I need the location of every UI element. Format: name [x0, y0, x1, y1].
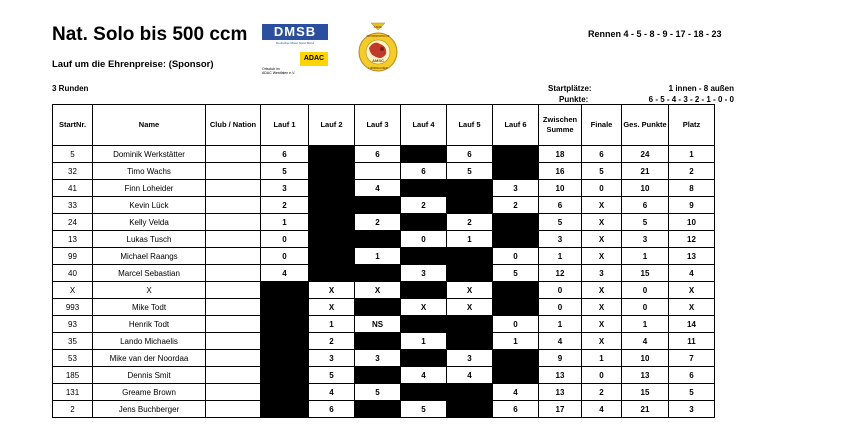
lauf-cell — [355, 163, 401, 180]
zwischen-summe-cell: 12 — [539, 265, 582, 282]
column-header: Lauf 5 — [447, 105, 493, 146]
lauf-cell-blocked — [447, 333, 493, 350]
zwischen-summe-cell: 4 — [539, 333, 582, 350]
lauf-cell-blocked — [355, 231, 401, 248]
column-header: Club / Nation — [206, 105, 261, 146]
club-cell — [206, 214, 261, 231]
finale-cell: X — [582, 333, 622, 350]
platz-cell: 12 — [669, 231, 715, 248]
start-number-cell: 99 — [53, 248, 93, 265]
lauf-cell-blocked — [447, 316, 493, 333]
lauf-cell: 6 — [355, 146, 401, 163]
table-row — [53, 231, 715, 248]
zwischen-summe-cell: 10 — [539, 180, 582, 197]
rider-name-cell: Greame Brown — [93, 384, 206, 401]
rider-name-cell: Dennis Smit — [93, 367, 206, 384]
start-number-cell: 33 — [53, 197, 93, 214]
zwischen-summe-cell: 1 — [539, 316, 582, 333]
finale-cell: 2 — [582, 384, 622, 401]
lauf-cell: X — [355, 282, 401, 299]
rider-name-cell: Mike van der Noordaa — [93, 350, 206, 367]
zwischen-summe-cell: 6 — [539, 197, 582, 214]
start-number-cell: 131 — [53, 384, 93, 401]
start-number-cell: 993 — [53, 299, 93, 316]
rider-name-cell: Michael Raangs — [93, 248, 206, 265]
platz-cell: 3 — [669, 401, 715, 418]
lauf-cell-blocked — [493, 214, 539, 231]
start-number-cell: X — [53, 282, 93, 299]
column-header: Platz — [669, 105, 715, 146]
club-cell — [206, 146, 261, 163]
lauf-cell-blocked — [401, 248, 447, 265]
lauf-cell-blocked — [355, 333, 401, 350]
table-row — [53, 316, 715, 333]
platz-cell: 5 — [669, 384, 715, 401]
zwischen-summe-cell: 17 — [539, 401, 582, 418]
lauf-cell: 5 — [447, 163, 493, 180]
finale-cell: 0 — [582, 180, 622, 197]
finale-cell: X — [582, 248, 622, 265]
lauf-cell-blocked — [309, 214, 355, 231]
lauf-cell-blocked — [355, 401, 401, 418]
org-text — [262, 67, 302, 75]
lauf-cell: NS — [355, 316, 401, 333]
column-header: Lauf 4 — [401, 105, 447, 146]
lauf-cell: 4 — [309, 384, 355, 401]
lauf-cell: 1 — [493, 333, 539, 350]
rider-name-cell: Kelly Velda — [93, 214, 206, 231]
club-cell — [206, 197, 261, 214]
results-body — [53, 146, 715, 418]
lauf-cell-blocked — [401, 180, 447, 197]
lauf-cell-blocked — [447, 197, 493, 214]
start-number-cell: 32 — [53, 163, 93, 180]
lauf-cell-blocked — [493, 282, 539, 299]
club-cell — [206, 299, 261, 316]
finale-cell: 0 — [582, 367, 622, 384]
zwischen-summe-cell: 18 — [539, 146, 582, 163]
page-subtitle: Lauf um die Ehrenpreise: (Sponsor) — [52, 59, 214, 70]
column-header: Zwischen Summe — [539, 105, 582, 146]
platz-cell: 8 — [669, 180, 715, 197]
lauf-cell: X — [447, 282, 493, 299]
rider-name-cell: Dominik Werkstätter — [93, 146, 206, 163]
column-header: Lauf 6 — [493, 105, 539, 146]
adac-logo: ADAC — [300, 52, 328, 66]
lauf-cell-blocked — [493, 231, 539, 248]
lauf-cell: 4 — [355, 180, 401, 197]
ges-punkte-cell: 1 — [622, 316, 669, 333]
start-number-cell: 41 — [53, 180, 93, 197]
table-row — [53, 282, 715, 299]
ges-punkte-cell: 15 — [622, 384, 669, 401]
club-cell — [206, 401, 261, 418]
ges-punkte-cell: 21 — [622, 401, 669, 418]
lauf-cell: 1 — [355, 248, 401, 265]
results-table — [52, 104, 715, 418]
lauf-cell-blocked — [355, 197, 401, 214]
org-text-line2: ADAC Westfalen e.V. — [262, 71, 296, 75]
start-number-cell: 5 — [53, 146, 93, 163]
lauf-cell-blocked — [309, 231, 355, 248]
table-row — [53, 197, 715, 214]
lauf-cell-blocked — [261, 401, 309, 418]
lauf-cell-blocked — [261, 333, 309, 350]
lauf-cell: 3 — [493, 180, 539, 197]
ges-punkte-cell: 1 — [622, 248, 669, 265]
table-row — [53, 401, 715, 418]
lauf-cell: 4 — [261, 265, 309, 282]
platz-cell: 10 — [669, 214, 715, 231]
zwischen-summe-cell: 3 — [539, 231, 582, 248]
start-number-cell: 93 — [53, 316, 93, 333]
finale-cell: 6 — [582, 146, 622, 163]
lauf-cell-blocked — [261, 384, 309, 401]
lauf-cell-blocked — [447, 265, 493, 282]
amsc-logo-top: ADAC — [373, 25, 383, 29]
platz-cell: 6 — [669, 367, 715, 384]
lauf-cell: 1 — [309, 316, 355, 333]
lauf-cell-blocked — [309, 197, 355, 214]
ges-punkte-cell: 13 — [622, 367, 669, 384]
punkte-value: 6 - 5 - 4 - 3 - 2 - 1 - 0 - 0 — [648, 95, 734, 104]
rider-name-cell: Lukas Tusch — [93, 231, 206, 248]
lauf-cell-blocked — [447, 384, 493, 401]
lauf-cell-blocked — [309, 180, 355, 197]
lauf-cell: 0 — [493, 316, 539, 333]
lauf-cell-blocked — [447, 401, 493, 418]
table-row — [53, 214, 715, 231]
start-number-cell: 2 — [53, 401, 93, 418]
lauf-cell: 0 — [261, 231, 309, 248]
rider-name-cell: Marcel Sebastian — [93, 265, 206, 282]
lauf-cell: 6 — [401, 163, 447, 180]
lauf-cell: 1 — [447, 231, 493, 248]
ges-punkte-cell: 0 — [622, 299, 669, 316]
ges-punkte-cell: 5 — [622, 214, 669, 231]
lauf-cell-blocked — [401, 350, 447, 367]
club-cell — [206, 265, 261, 282]
lauf-cell: 5 — [309, 367, 355, 384]
lauf-cell-blocked — [493, 367, 539, 384]
header-row — [53, 105, 715, 146]
ges-punkte-cell: 10 — [622, 180, 669, 197]
lauf-cell-blocked — [355, 299, 401, 316]
lauf-cell-blocked — [401, 316, 447, 333]
lauf-cell: 2 — [309, 333, 355, 350]
lauf-cell-blocked — [447, 180, 493, 197]
zwischen-summe-cell: 9 — [539, 350, 582, 367]
ges-punkte-cell: 4 — [622, 333, 669, 350]
table-row — [53, 265, 715, 282]
platz-cell: X — [669, 282, 715, 299]
lauf-cell: 5 — [493, 265, 539, 282]
lauf-cell: X — [309, 282, 355, 299]
table-row — [53, 384, 715, 401]
column-header: Ges. Punkte — [622, 105, 669, 146]
lauf-cell-blocked — [401, 214, 447, 231]
start-number-cell: 40 — [53, 265, 93, 282]
start-number-cell: 13 — [53, 231, 93, 248]
lauf-cell: 4 — [493, 384, 539, 401]
org-text-line1: Ortsclub im — [262, 67, 280, 71]
rider-name-cell: Mike Todt — [93, 299, 206, 316]
table-row — [53, 333, 715, 350]
club-cell — [206, 180, 261, 197]
club-cell — [206, 163, 261, 180]
club-cell — [206, 384, 261, 401]
lauf-cell: 1 — [261, 214, 309, 231]
lauf-cell-blocked — [261, 367, 309, 384]
lauf-cell: 4 — [447, 367, 493, 384]
lauf-cell-blocked — [493, 163, 539, 180]
punkte-label: Punkte: — [559, 95, 589, 104]
platz-cell: 1 — [669, 146, 715, 163]
club-cell — [206, 350, 261, 367]
amsc-logo-mid: AMSC — [372, 58, 384, 63]
rider-name-cell: Henrik Todt — [93, 316, 206, 333]
column-header: StartNr. — [53, 105, 93, 146]
lauf-cell-blocked — [261, 282, 309, 299]
lauf-cell: 2 — [493, 197, 539, 214]
lauf-cell: 3 — [447, 350, 493, 367]
club-cell — [206, 367, 261, 384]
ges-punkte-cell: 0 — [622, 282, 669, 299]
lauf-cell-blocked — [401, 384, 447, 401]
column-header: Finale — [582, 105, 622, 146]
lauf-cell: 3 — [261, 180, 309, 197]
lauf-cell: 5 — [355, 384, 401, 401]
platz-cell: 13 — [669, 248, 715, 265]
rider-name-cell: Kevin Lück — [93, 197, 206, 214]
platz-cell: 9 — [669, 197, 715, 214]
zwischen-summe-cell: 13 — [539, 367, 582, 384]
lauf-cell: X — [309, 299, 355, 316]
amsc-logo-bottom: LÜDINGHAUSEN — [368, 67, 388, 70]
platz-cell: 7 — [669, 350, 715, 367]
table-row — [53, 367, 715, 384]
table-row — [53, 146, 715, 163]
lauf-cell: 3 — [401, 265, 447, 282]
club-cell — [206, 316, 261, 333]
startplaetze-label: Startplätze: — [548, 84, 592, 93]
lauf-cell: 6 — [309, 401, 355, 418]
finale-cell: 3 — [582, 265, 622, 282]
lauf-cell-blocked — [309, 146, 355, 163]
club-cell — [206, 282, 261, 299]
finale-cell: X — [582, 231, 622, 248]
lauf-cell-blocked — [309, 248, 355, 265]
lauf-cell-blocked — [261, 316, 309, 333]
lauf-cell: 2 — [355, 214, 401, 231]
lauf-cell: 4 — [401, 367, 447, 384]
zwischen-summe-cell: 13 — [539, 384, 582, 401]
lauf-cell-blocked — [355, 367, 401, 384]
zwischen-summe-cell: 5 — [539, 214, 582, 231]
lauf-cell-blocked — [309, 163, 355, 180]
column-header: Lauf 1 — [261, 105, 309, 146]
table-row — [53, 163, 715, 180]
lauf-cell-blocked — [261, 350, 309, 367]
dmsb-logo-subtext: Deutscher Motor Sport Bund — [275, 41, 315, 45]
lauf-cell: 0 — [493, 248, 539, 265]
ges-punkte-cell: 24 — [622, 146, 669, 163]
platz-cell: 14 — [669, 316, 715, 333]
amsc-logo-ring: MOTORSPORTCLUB — [366, 36, 390, 38]
page-title: Nat. Solo bis 500 ccm — [52, 24, 248, 45]
column-header: Lauf 2 — [309, 105, 355, 146]
lauf-cell: 2 — [261, 197, 309, 214]
column-header: Name — [93, 105, 206, 146]
finale-cell: X — [582, 282, 622, 299]
lauf-cell: 6 — [447, 146, 493, 163]
lauf-cell-blocked — [261, 299, 309, 316]
ges-punkte-cell: 6 — [622, 197, 669, 214]
lauf-cell-blocked — [401, 282, 447, 299]
finale-cell: X — [582, 299, 622, 316]
ges-punkte-cell: 21 — [622, 163, 669, 180]
amsc-logo — [358, 22, 398, 76]
rider-name-cell: Lando Michaelis — [93, 333, 206, 350]
zwischen-summe-cell: 1 — [539, 248, 582, 265]
ges-punkte-cell: 10 — [622, 350, 669, 367]
lauf-cell: 6 — [493, 401, 539, 418]
rounds-label: 3 Runden — [52, 84, 89, 93]
finale-cell: X — [582, 197, 622, 214]
lauf-cell: 0 — [401, 231, 447, 248]
lauf-cell: 3 — [355, 350, 401, 367]
ges-punkte-cell: 15 — [622, 265, 669, 282]
club-cell — [206, 248, 261, 265]
lauf-cell-blocked — [355, 265, 401, 282]
lauf-cell-blocked — [493, 299, 539, 316]
lauf-cell: 5 — [401, 401, 447, 418]
start-number-cell: 35 — [53, 333, 93, 350]
lauf-cell: X — [447, 299, 493, 316]
rider-name-cell: Jens Buchberger — [93, 401, 206, 418]
rider-name-cell: Finn Loheider — [93, 180, 206, 197]
table-row — [53, 180, 715, 197]
table-row — [53, 248, 715, 265]
finale-cell: 4 — [582, 401, 622, 418]
finale-cell: X — [582, 316, 622, 333]
lauf-cell-blocked — [493, 350, 539, 367]
start-number-cell: 185 — [53, 367, 93, 384]
platz-cell: X — [669, 299, 715, 316]
lauf-cell: 6 — [261, 146, 309, 163]
races-label: Rennen 4 - 5 - 8 - 9 - 17 - 18 - 23 — [588, 29, 722, 39]
rider-name-cell: X — [93, 282, 206, 299]
table-row — [53, 350, 715, 367]
column-header: Lauf 3 — [355, 105, 401, 146]
finale-cell: 1 — [582, 350, 622, 367]
finale-cell: X — [582, 214, 622, 231]
lauf-cell: X — [401, 299, 447, 316]
platz-cell: 11 — [669, 333, 715, 350]
lauf-cell-blocked — [309, 265, 355, 282]
zwischen-summe-cell: 0 — [539, 299, 582, 316]
club-cell — [206, 231, 261, 248]
rider-name-cell: Timo Wachs — [93, 163, 206, 180]
dmsb-logo — [262, 24, 328, 45]
start-number-cell: 24 — [53, 214, 93, 231]
lauf-cell: 2 — [401, 197, 447, 214]
lauf-cell: 2 — [447, 214, 493, 231]
table-row — [53, 299, 715, 316]
lauf-cell-blocked — [493, 146, 539, 163]
ges-punkte-cell: 3 — [622, 231, 669, 248]
lauf-cell: 0 — [261, 248, 309, 265]
zwischen-summe-cell: 0 — [539, 282, 582, 299]
startplaetze-value: 1 innen - 8 außen — [668, 84, 734, 93]
platz-cell: 2 — [669, 163, 715, 180]
lauf-cell-blocked — [401, 146, 447, 163]
finale-cell: 5 — [582, 163, 622, 180]
zwischen-summe-cell: 16 — [539, 163, 582, 180]
lauf-cell-blocked — [447, 248, 493, 265]
lauf-cell: 1 — [401, 333, 447, 350]
dmsb-logo-text: DMSB — [262, 24, 328, 40]
club-cell — [206, 333, 261, 350]
lauf-cell: 3 — [309, 350, 355, 367]
start-number-cell: 53 — [53, 350, 93, 367]
lauf-cell: 5 — [261, 163, 309, 180]
platz-cell: 4 — [669, 265, 715, 282]
